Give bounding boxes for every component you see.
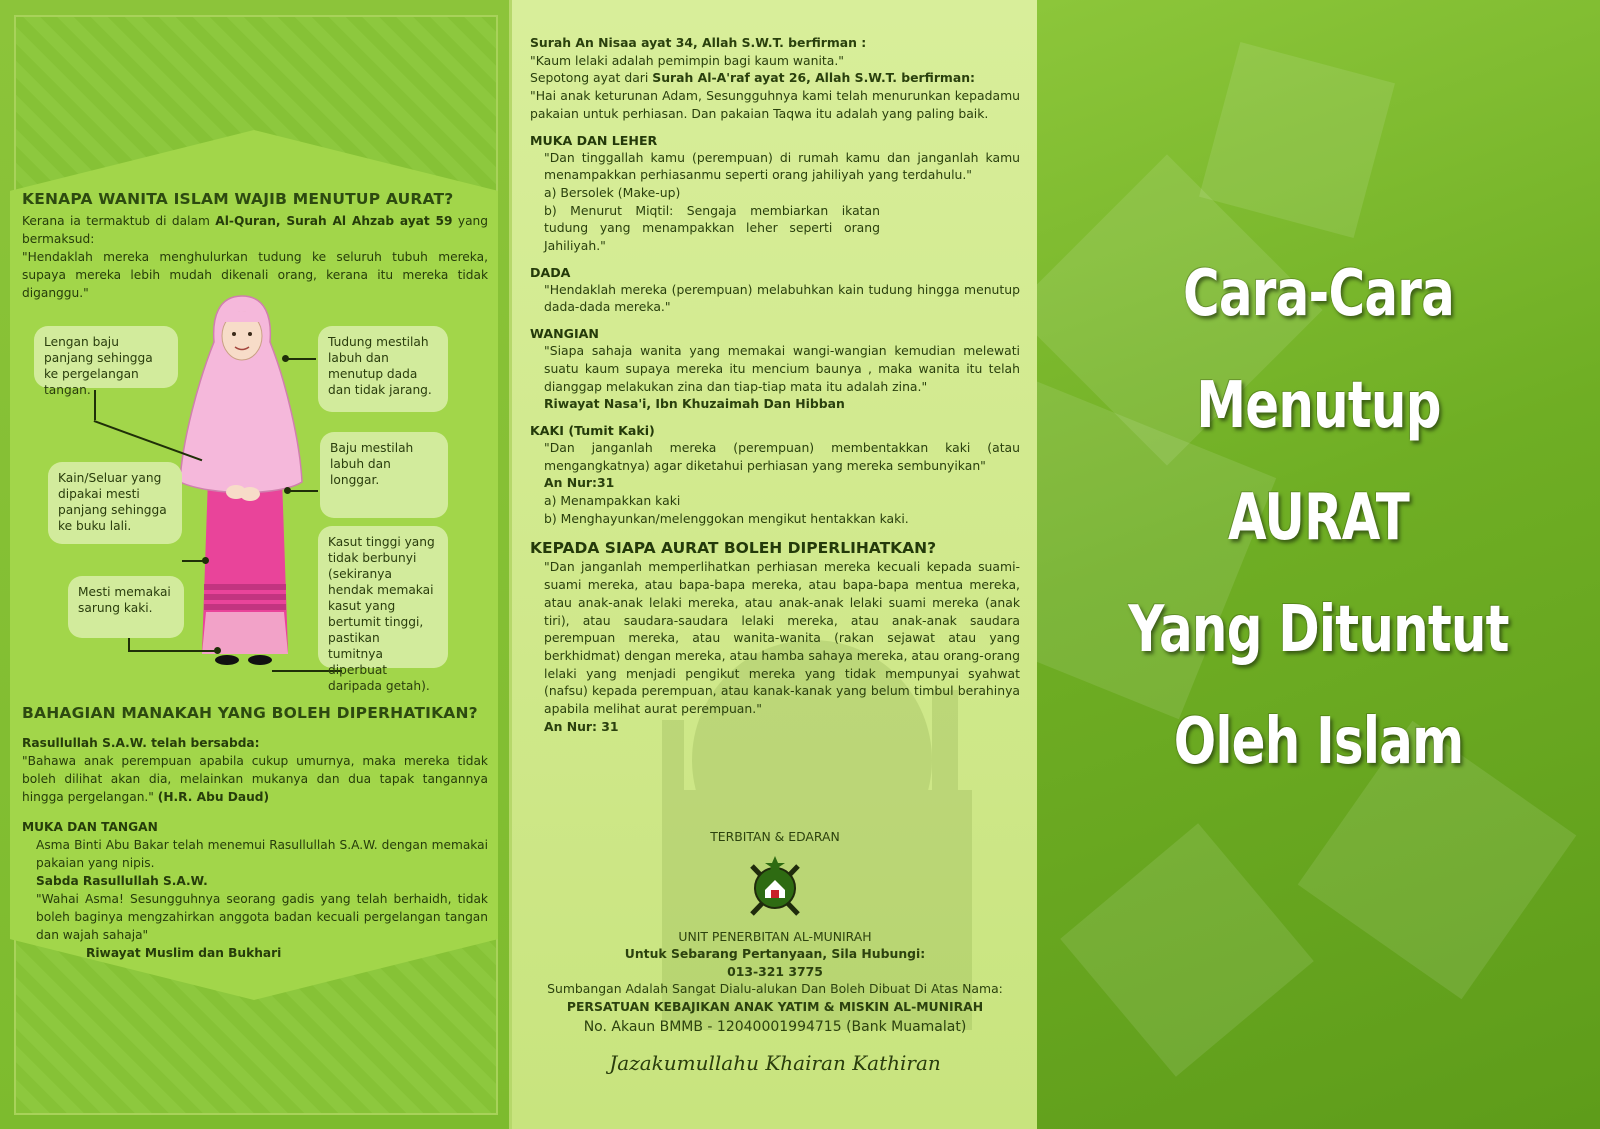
section-dada: DADA [530,264,571,280]
araf-intro [530,69,1020,87]
leader-dot [202,557,209,564]
wangian-quote: "Siapa sahaja wanita yang memakai wangi-wangian kemudian melewati suatu kaum supaya mereka itu mencium baunya , maka wanita itu telah dianggap melakukan zina dan tiap-tiap mata itu adalah zina." [544,343,1020,394]
publisher-footer [530,828,1020,1095]
title-line-4: Yang Dituntut [1128,593,1509,667]
title-line-1: Cara-Cara [1183,257,1454,331]
title-line-3: AURAT [1228,481,1409,555]
leader-dot [214,647,221,654]
cover-panel [1037,0,1600,1129]
kepada-quote: "Dan janganlah memperlihatkan perhiasan mereka kecuali kepada suami-suami mereka, atau bapa-bapa mereka, atau bapa-bapa mentua mereka, atau anak-anak lelaki mereka, atau anak-anak lelaki suami mereka (anak tiri), atau saudara-saudara lelaki mereka, atau anak-anak saudara perempuan mereka, atau wanita-wanita (rakan sejawat atau yang berkhidmat) dengan mereka, atau hamba sahaya mereka, atau orang-orang lelaki yang menjadi pengikut mereka yang tidak mempunyai syahwat (nafsu) kepada perempuan, atau kanak-kanak yang belum timbul berahinya apabila melihat aurat perempuan." [544,559,1020,717]
phone-number: 013-321 3775 [727,963,823,979]
quran-quote-ahzab: "Hendaklah mereka menghulurkan tudung ke seluruh tubuh mereka, supaya mereka lebih mudah dikenali orang, kerana itu mereka tidak diganggu." [22,250,488,300]
title-line-5: Oleh Islam [1173,705,1464,779]
callout-sleeve: Lengan baju panjang sehingga ke pergelangan tangan. [34,326,178,388]
hadith-source: (H.R. Abu Daud) [157,790,270,804]
muka-leher-a: a) Bersolek (Make-up) [544,184,681,200]
sabda-heading: Sabda Rasullullah S.A.W. [36,874,208,888]
section-wangian: WANGIAN [530,326,599,342]
section-kepada-siapa: KEPADA SIAPA AURAT BOLEH DIPERLIHATKAN? [530,539,937,558]
sumbangan-text: Sumbangan Adalah Sangat Dialu-alukan Dan Boleh Dibuat Di Atas Nama: [547,981,1003,996]
kaki-quote: "Dan janganlah mereka (perempuan) membentakkan kaki (atau mengangkatnya) agar diketahui perhiasan yang mereka sembunyikan" [544,439,1020,473]
decorative-shape [1060,823,1314,1077]
callout-kain: Kain/Seluar yang dipakai mesti panjang sehingga ke buku lali. [48,462,182,544]
hadith-text: "Bahawa anak perempuan apabila cukup umurnya, maka mereka tidak boleh dilihat akan dia, melainkan mukanya dan dua tapak tangannya hingga pergelangan." [22,754,488,804]
asma-text: Asma Binti Abu Bakar telah menemui Rasullullah S.A.W. dengan memakai pakaian yang nipis. [36,838,488,870]
araf-text: Sepotong ayat dari [530,70,653,86]
leader-line [128,650,218,652]
unit-name: UNIT PENERBITAN AL-MUNIRAH [678,928,872,944]
left-text-top [22,190,488,302]
section-muka-tangan: MUKA DAN TANGAN [22,820,158,834]
question-heading-why: KENAPA WANITA ISLAM WAJIB MENUTUP AURAT? [22,190,454,208]
callout-sarung: Mesti memakai sarung kaki. [68,576,184,638]
araf-source: Surah Al-A'raf ayat 26, Allah S.W.T. berfirman: [652,70,975,86]
contact-label: Untuk Sebarang Pertanyaan, Sila Hubungi: [624,946,926,961]
account-number: No. Akaun BMMB - 12040001994715 (Bank Muamalat) [583,1019,967,1035]
dada-quote: "Hendaklah mereka (perempuan) melabuhkan kain tudung hingga menutup dada-dada mereka." [544,281,1020,315]
leader-line [286,358,316,360]
middle-panel [512,0,1037,1129]
wangian-riwayat: Riwayat Nasa'i, Ibn Khuzaimah Dan Hibban [544,396,845,412]
nisaa-heading: Surah An Nisaa ayat 34, Allah S.W.T. berfirman : [530,35,867,50]
middle-text [530,34,1020,736]
callout-kasut: Kasut tinggi yang tidak berbunyi (sekiranya hendak memakai kasut yang bertumit tinggi, pastikan tumitnya diperbuat daripada getah). [318,526,448,668]
muka-leher-b: b) Menurut Miqtil: Sengaja membiarkan ikatan tudung yang menampakkan leher seperti orang Jahiliyah." [544,202,880,254]
leader-line [128,638,130,650]
kepada-source: An Nur: 31 [544,718,619,734]
leader-line [94,390,96,420]
question-intro [22,212,488,248]
callout-baju: Baju mestilah labuh dan longgar. [320,432,448,518]
title-line-2: Menutup [1196,369,1441,443]
nisaa-quote: "Kaum lelaki adalah pemimpin bagi kaum wanita." [530,52,844,68]
muka-leher-quote: "Dan tinggallah kamu (perempuan) di rumah kamu dan janganlah kamu menampakkan perhiasanmu seperti orang jahiliyah yang terdahulu." [544,149,1020,183]
sabda-quote: "Wahai Asma! Sesungguhnya seorang gadis yang telah berhaidh, tidak boleh baginya mengzahirkan anggota badan kecuali pergelangan tangan dan wajah sahaja" [36,892,488,942]
terbitan-label: TERBITAN & EDARAN [710,829,840,844]
kaki-b: b) Menghayunkan/melenggokan mengikut hentakkan kaki. [544,510,909,526]
aurat-illustration [30,292,470,693]
hadith-intro: Rasullullah S.A.W. telah bersabda: [22,736,260,750]
al-munirah-logo-icon [740,852,810,922]
intro-source: Al-Quran, Surah Al Ahzab ayat 59 [215,214,453,228]
leader-dot [282,355,289,362]
riwayat-text: Riwayat Muslim dan Bukhari [86,946,282,960]
cover-title [1037,238,1600,798]
kaki-source: An Nur:31 [544,475,615,491]
decorative-shape [1199,42,1395,238]
closing-signature: Jazakumullahu Khairan Kathiran [609,1050,941,1075]
section-kaki: KAKI (Tumit Kaki) [530,422,655,438]
section-muka-leher: MUKA DAN LEHER [530,132,658,148]
persatuan-name: PERSATUAN KEBAJIKAN ANAK YATIM & MISKIN AL-MUNIRAH [566,998,984,1014]
intro-text-end: yang bermaksud: [22,214,489,246]
leader-dot [284,487,291,494]
left-panel [0,0,512,1129]
callout-tudung: Tudung mestilah labuh dan menutup dada dan tidak jarang. [318,326,448,412]
araf-quote: "Hai anak keturunan Adam, Sesungguhnya kami telah menurunkan kepadamu pakaian untuk perhiasan. Dan pakaian Taqwa itu adalah yang paling baik. [530,88,1020,121]
kaki-a: a) Menampakkan kaki [544,493,681,509]
intro-text: Kerana ia termaktub di dalam [22,214,216,228]
hadith-quote [22,752,488,806]
leader-line [288,490,318,492]
left-text-bottom [22,704,488,962]
question-heading-which-parts: BAHAGIAN MANAKAH YANG BOLEH DIPERHATIKAN? [22,704,478,722]
